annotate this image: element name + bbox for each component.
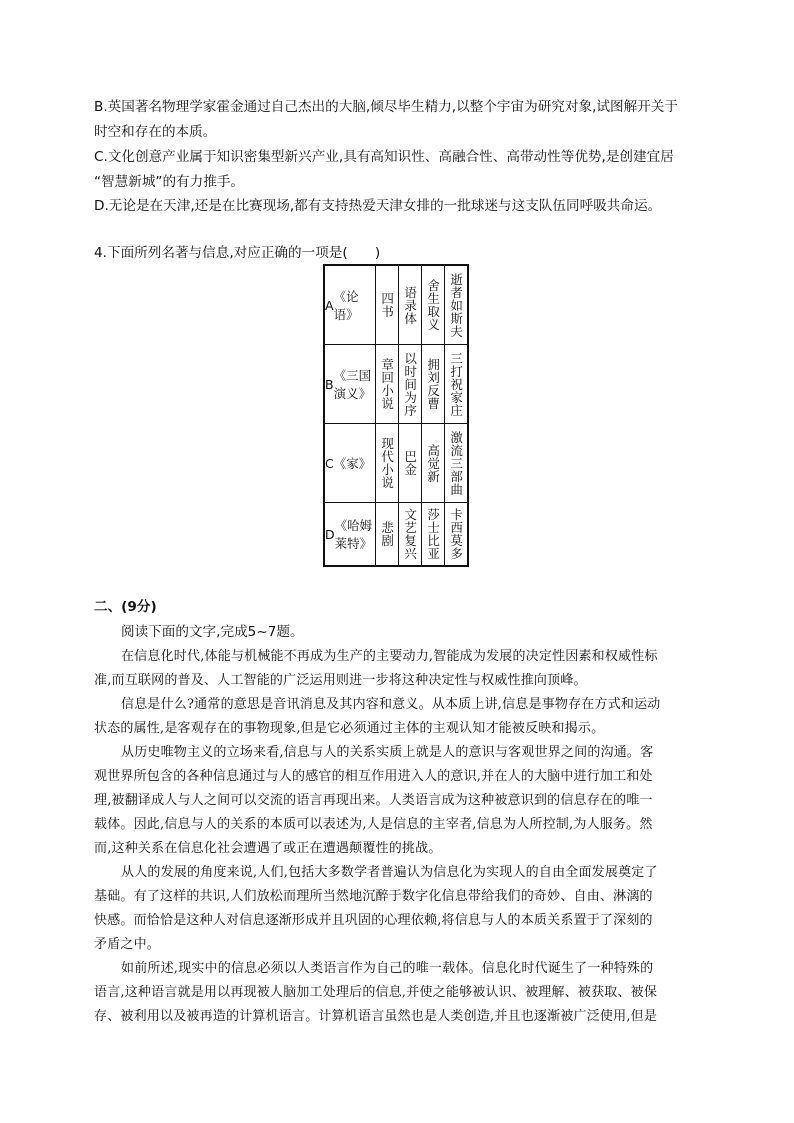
table-cell: [375, 503, 398, 567]
table-cell: [324, 345, 375, 424]
info-cell: 卡西莫多: [448, 508, 464, 560]
table-cell: [444, 345, 468, 424]
section-2-instruction: 阅读下面的文字,完成5~7题。: [121, 624, 304, 640]
passage-line: 快感。而恰恰是这种人对信息逐渐形成并且巩固的心理依赖,将信息与人的本质关系置于了深刻的: [94, 913, 653, 928]
table-cell: [444, 424, 468, 503]
passage-line: 从历史唯物主义的立场来看,信息与人的关系实质上就是人的意识与客观世界之间的沟通。客: [121, 745, 654, 760]
book-title: 《三国演义》: [333, 368, 372, 401]
table-cell: [398, 265, 421, 345]
info-cell: 四书: [379, 292, 395, 318]
table-cell: [398, 424, 421, 503]
info-cell: 逝者如斯夫: [448, 272, 464, 338]
table-cell: [398, 345, 421, 424]
table-cell: [421, 265, 444, 345]
passage-line: 如前所述,现实中的信息必须以人类语言作为自己的唯一载体。信息化时代诞生了一种特殊的: [121, 961, 654, 976]
option-d-line: D.无论是在天津,还是在比赛现场,都有支持热爱天津女排的一批球迷与这支队伍同呼吸共命运。: [94, 198, 662, 214]
table-cell: [324, 424, 375, 503]
table-cell: [421, 424, 444, 503]
question-4-stem: 4.下面所列名著与信息,对应正确的一项是( ): [94, 245, 381, 261]
book-title: 《论语》: [333, 289, 359, 322]
passage-line: 语言,这种语言就是用以再现被人脑加工处理后的信息,并使之能够被认识、被理解、被获取、被保: [94, 985, 658, 1000]
table-cell: [324, 503, 375, 567]
passage-line: 而,这种关系在信息化社会遭遇了或正在遭遇颠覆性的挑战。: [94, 841, 442, 856]
info-cell: 语录体: [402, 285, 418, 325]
row-letter: A: [325, 297, 334, 313]
works-table: [323, 264, 469, 567]
table-cell: [444, 265, 468, 345]
info-cell: 悲剧: [379, 521, 395, 547]
table-row: [324, 345, 468, 424]
info-cell: 高觉新: [425, 443, 441, 483]
passage-line: 矛盾之中。: [94, 937, 161, 952]
info-cell: 章回小说: [379, 358, 395, 410]
book-title: 《家》: [333, 456, 372, 471]
info-cell: 巴金: [402, 450, 418, 476]
passage-line: 载体。因此,信息与人的关系的本质可以表述为,人是信息的主宰者,信息为人所控制,为人服务。然: [94, 817, 653, 832]
table-cell: [375, 345, 398, 424]
passage-line: 基础。有了这样的共识,人们放松而理所当然地沉醉于数字化信息带给我们的奇妙、自由、淋漓的: [94, 889, 653, 904]
passage-line: 信息是什么?通常的意思是音讯消息及其内容和意义。从本质上讲,信息是事物存在方式和运动: [121, 697, 661, 712]
passage-line: 理,被翻译成人与人之间可以交流的语言再现出来。人类语言成为这种被意识到的信息存在的唯一: [94, 793, 653, 808]
section-2-title: 二、(9分): [94, 599, 157, 615]
table-cell: [444, 503, 468, 567]
info-cell: 拥刘反曹: [425, 358, 441, 410]
table-cell: [421, 345, 444, 424]
table-cell: [375, 265, 398, 345]
info-cell: 以时间为序: [402, 351, 418, 417]
table-cell: [375, 424, 398, 503]
option-c-line2: “智慧新城”的有力推手。: [94, 174, 245, 190]
passage-line: 观世界所包含的各种信息通过与人的感官的相互作用进入人的意识,并在人的大脑中进行加工和处: [94, 769, 653, 784]
table-row: [324, 265, 468, 345]
option-c-line1: C.文化创意产业属于知识密集型新兴产业,具有高知识性、高融合性、高带动性等优势,是创建宜居: [94, 149, 674, 165]
row-letter: D: [325, 526, 335, 542]
info-cell: 舍生取义: [425, 279, 441, 331]
option-b-line2: 时空和存在的本质。: [94, 124, 217, 140]
passage-line: 在信息化时代,体能与机械能不再成为生产的主要动力,智能成为发展的决定性因素和权威性标: [121, 649, 658, 664]
table-cell: [324, 265, 375, 345]
passage-line: 存、被利用以及被再造的计算机语言。计算机语言虽然也是人类创造,并且也逐渐被广泛使用,但是: [94, 1009, 658, 1024]
table-row: [324, 424, 468, 503]
info-cell: 现代小说: [379, 437, 395, 489]
info-cell: 三打祝家庄: [448, 351, 464, 417]
passage-line: 准,而互联网的普及、人工智能的广泛运用则进一步将这种决定性与权威性推向顶峰。: [94, 673, 587, 688]
table-cell: [421, 503, 444, 567]
info-cell: 文艺复兴: [402, 508, 418, 560]
passage-line: 状态的属性,是客观存在的事物现象,但是它必须通过主体的主观认知才能被反映和揭示。: [94, 721, 605, 736]
info-cell: 莎士比亚: [425, 508, 441, 560]
option-b-line1: B.英国著名物理学家霍金通过自己杰出的大脑,倾尽毕生精力,以整个宇宙为研究对象,试图解开关于: [94, 99, 678, 115]
info-cell: 激流三部曲: [448, 430, 464, 496]
passage-line: 从人的发展的角度来说,人们,包括大多数学者普遍认为信息化为实现人的自由全面发展奠定了: [121, 865, 658, 880]
table-cell: [398, 503, 421, 567]
row-letter: B: [325, 376, 334, 392]
row-letter: C: [325, 455, 334, 471]
book-title: 《哈姆莱特》: [334, 518, 373, 551]
table-row: [324, 503, 468, 567]
